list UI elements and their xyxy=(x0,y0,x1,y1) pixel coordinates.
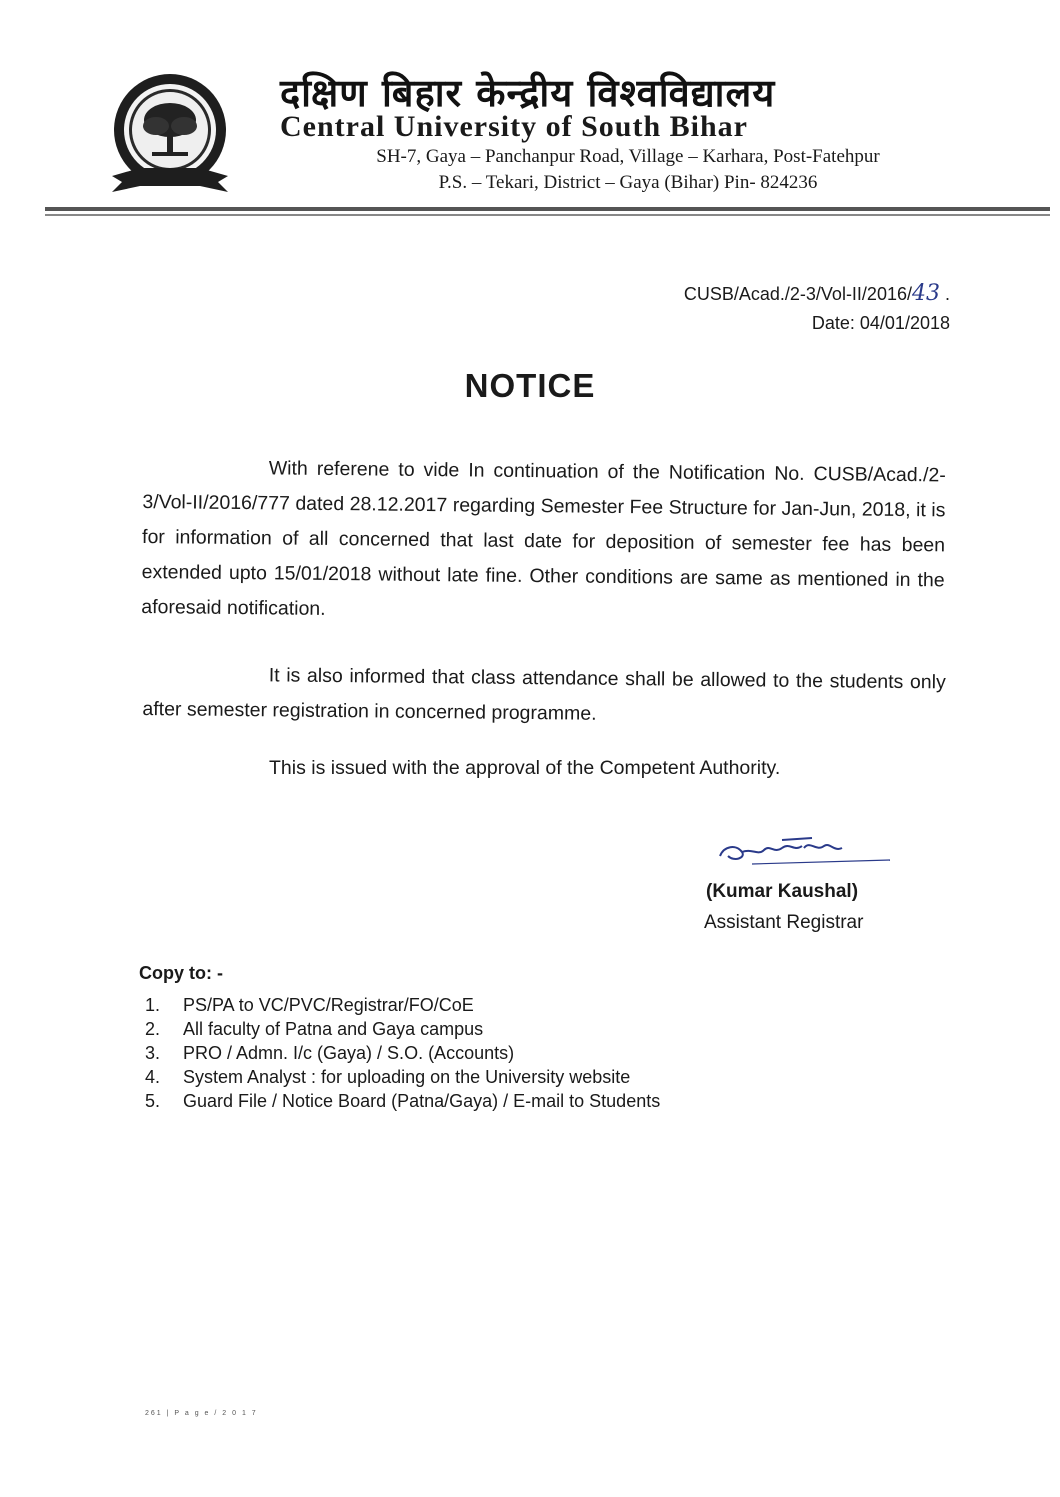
paragraph-1: With referene to vide In continuation of the Notification No. CUSB/Acad./2-3/Vol-II/2016/777 dated 28.12.2017 regarding Semester Fee Structure for Jan-Jun, 2018, it is for information of all concerned that last date for deposition of semester fee has been extended upto 15/01/2018 without late fine. Other conditions are same as mentioned in the aforesaid notification. xyxy=(141,457,946,620)
list-item: 4. System Analyst : for uploading on the University website xyxy=(145,1067,631,1087)
page-footer-mark: 261 | P a g e / 2 0 1 7 xyxy=(145,1410,258,1417)
handwritten-reference-number: 43 xyxy=(911,281,940,306)
notice-heading: NOTICE xyxy=(464,367,596,404)
letterhead-divider-thin xyxy=(45,214,1050,216)
copy-to-list xyxy=(145,993,660,1113)
paragraph-3: This is issued with the approval of the Competent Authority. xyxy=(269,757,781,779)
letterhead-divider xyxy=(45,207,1050,211)
address-line-1: SH-7, Gaya – Panchanpur Road, Village – Karhara, Post-Fatehpur xyxy=(376,146,880,167)
university-name-hindi: दक्षिण बिहार केन्द्रीय विश्वविद्यालय xyxy=(280,70,776,115)
reference-prefix: CUSB/Acad./2-3/Vol-II/2016/ xyxy=(683,284,912,304)
signatory-name: (Kumar Kaushal) xyxy=(706,881,859,902)
list-item: 2. All faculty of Patna and Gaya campus xyxy=(145,1019,484,1039)
list-item: 5. Guard File / Notice Board (Patna/Gaya) / E-mail to Students xyxy=(145,1091,661,1111)
university-name-english: Central University of South Bihar xyxy=(280,110,748,143)
copy-to-label: Copy to: - xyxy=(139,963,223,983)
list-item: 3. PRO / Admn. I/c (Gaya) / S.O. (Accounts) xyxy=(145,1043,515,1063)
signatory-designation: Assistant Registrar xyxy=(704,912,864,933)
paragraph-2: It is also informed that class attendance shall be allowed to the students only after semester registration in concerned programme. xyxy=(142,664,946,725)
university-seal-tree-icon xyxy=(108,72,232,196)
reference-number: CUSB/Acad./2-3/Vol-II/2016/43 . xyxy=(683,281,950,306)
handwritten-signature xyxy=(712,826,892,870)
notice-date: Date: 04/01/2018 xyxy=(811,313,950,333)
list-item: 1. PS/PA to VC/PVC/Registrar/FO/CoE xyxy=(145,995,474,1015)
address-line-2: P.S. – Tekari, District – Gaya (Bihar) Pin- 824236 xyxy=(438,172,818,193)
